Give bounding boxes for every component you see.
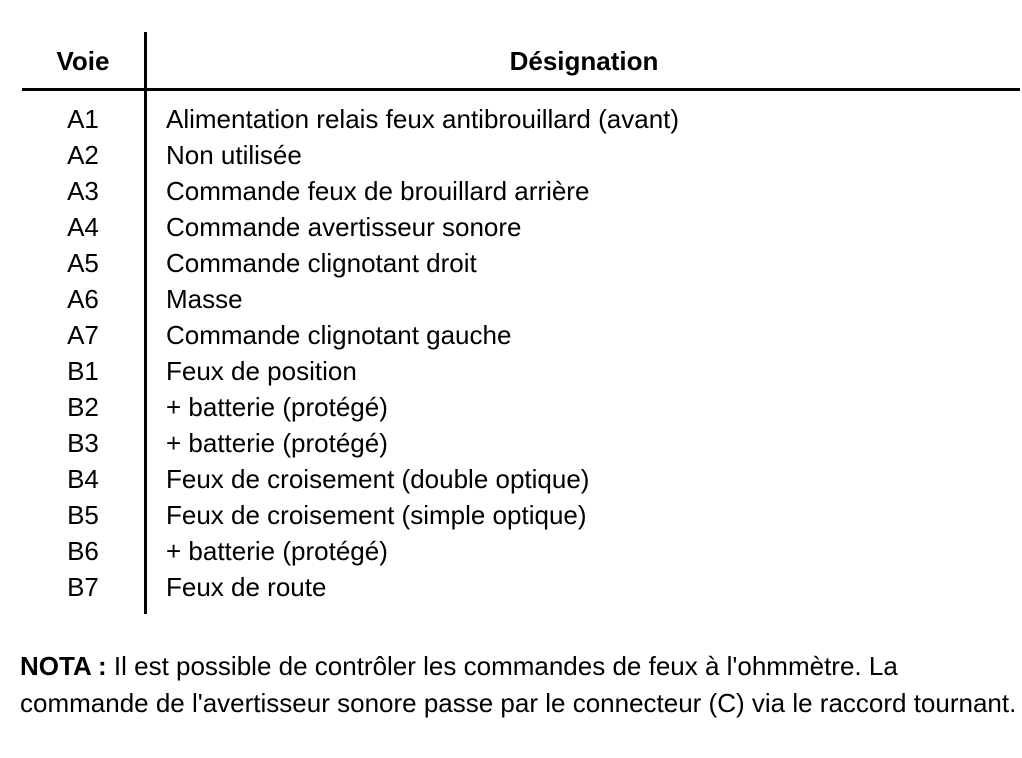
table-row (0, 137, 1022, 173)
table-row (0, 173, 1022, 209)
designation-cell: Masse (166, 284, 243, 314)
column-header-designation: Désignation (509, 46, 659, 76)
designation-cell: Alimentation relais feux antibrouillard (avant) (166, 104, 680, 134)
table-row (0, 281, 1022, 317)
table-row (0, 569, 1022, 605)
voie-cell: A5 (67, 248, 99, 278)
table-row (0, 317, 1022, 353)
designation-cell: + batterie (protégé) (166, 536, 388, 566)
voie-cell: A7 (67, 320, 99, 350)
designation-cell: Feux de position (166, 356, 357, 386)
voie-cell: B6 (67, 536, 99, 566)
table-body (0, 101, 1022, 605)
nota-label: NOTA : (20, 651, 107, 681)
table-row (0, 389, 1022, 425)
designation-cell: Commande clignotant gauche (166, 320, 512, 350)
table-row (0, 209, 1022, 245)
designation-cell: Commande feux de brouillard arrière (166, 176, 590, 206)
designation-cell: + batterie (protégé) (166, 428, 388, 458)
table-row (0, 497, 1022, 533)
designation-cell: Commande avertisseur sonore (166, 212, 522, 242)
designation-cell: Feux de croisement (double optique) (166, 464, 590, 494)
voie-cell: A4 (67, 212, 99, 242)
designation-cell: Feux de croisement (simple optique) (166, 500, 587, 530)
table-row (0, 461, 1022, 497)
voie-cell: A3 (67, 176, 99, 206)
voie-cell: B4 (67, 464, 99, 494)
designation-cell: + batterie (protégé) (166, 392, 388, 422)
column-header-voie: Voie (56, 46, 110, 76)
nota-text: Il est possible de contrôler les commandes de feux à l'ohmmètre. La commande de l'avertisseur sonore passe par le connecteur (C) via le raccord tournant. (20, 651, 1017, 718)
designation-cell: Feux de route (166, 572, 327, 602)
table-row (0, 353, 1022, 389)
voie-cell: B3 (67, 428, 99, 458)
table-row (0, 533, 1022, 569)
voie-cell: B5 (67, 500, 99, 530)
voie-cell: B7 (67, 572, 99, 602)
table-row (0, 101, 1022, 137)
table-row (0, 425, 1022, 461)
header-divider (22, 88, 1020, 91)
voie-cell: B2 (67, 392, 99, 422)
voie-cell: A2 (67, 140, 99, 170)
table-row (0, 245, 1022, 281)
voie-cell: B1 (67, 356, 99, 386)
voie-cell: A1 (67, 104, 99, 134)
voie-cell: A6 (67, 284, 99, 314)
nota-paragraph (20, 648, 1020, 721)
designation-cell: Non utilisée (166, 140, 302, 170)
designation-cell: Commande clignotant droit (166, 248, 477, 278)
